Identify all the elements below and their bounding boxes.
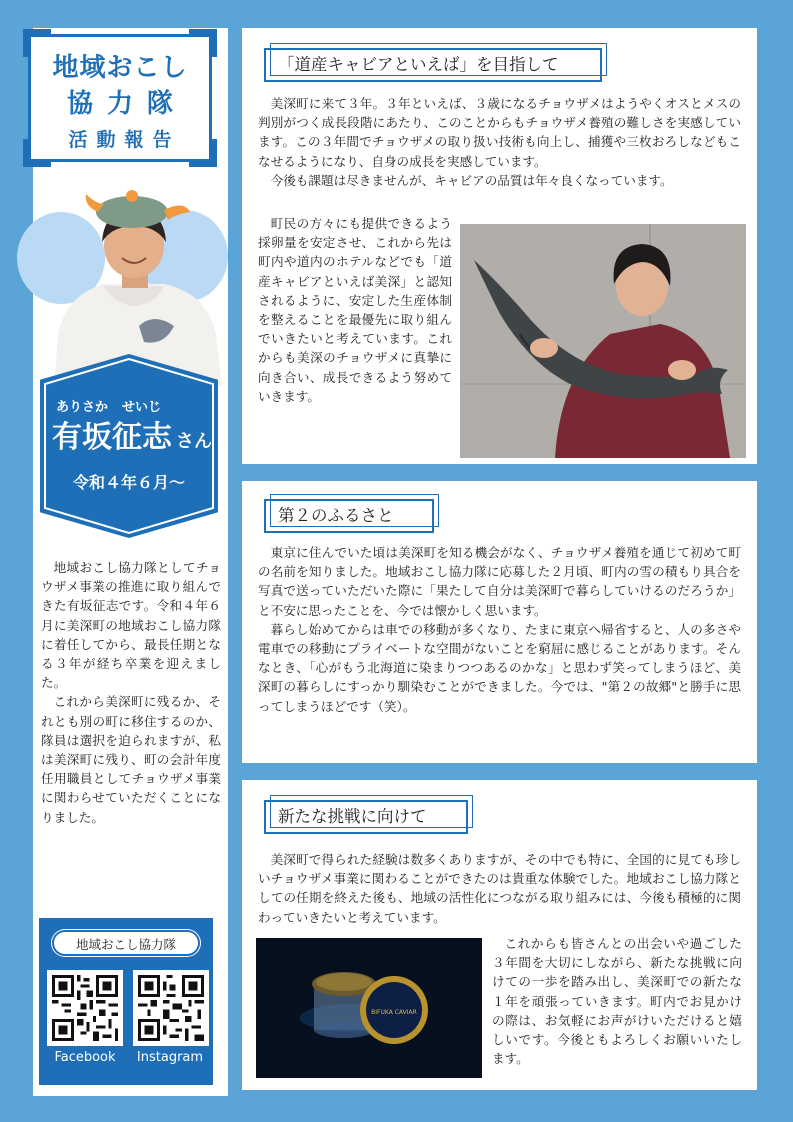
body-paragraph: 町民の方々にも提供できるよう採卵量を安定させ、これから先は町内や道内のホテルなどでも「道産キャビアといえば美深」と認知されるように、安定した生産体制を整えることを最優先に取り組んでいきたいと考えています。これからも美深のチョウザメに真摯に向き合い、成長できるよう努めていきます。 [258, 216, 452, 404]
section-body-wrap [492, 934, 742, 1068]
instagram-label: Instagram [136, 1050, 204, 1065]
section-heading-text: 新たな挑戦に向けて [278, 807, 427, 826]
section-body [258, 543, 741, 716]
caviar-lid-text: BIFUKA CAVIAR [371, 1009, 417, 1016]
sns-title: 地域おこし協力隊 [52, 930, 200, 956]
section-heading [264, 499, 434, 533]
title-box [28, 34, 212, 162]
body-paragraph: 暮らし始めてからは車での移動が多くなり、たまに東京へ帰省すると、人の多さや電車での移動にプライベートな空間がないことを窮屈に感じることがあります。そんなとき、「心がもう北海道に染まりつつあるのかな」と思わず笑ってしまうほど、美深町の暮らしにすっかり馴染むことができました。今では、"第２の故郷"と勝手に思ってしまうほどです（笑）。 [258, 621, 741, 714]
qr-icon [52, 975, 118, 1041]
qr-icon [138, 975, 204, 1041]
section-heading [264, 800, 468, 834]
intro-text [41, 558, 221, 827]
appointment-date: 令和４年６月〜 [72, 473, 185, 492]
section-body [258, 850, 741, 927]
section-heading [264, 48, 602, 82]
facebook-qr-code[interactable] [47, 970, 123, 1046]
name-reading-given: せいじ [122, 400, 162, 415]
section-hometown [242, 481, 757, 763]
profile-badge [40, 354, 218, 538]
body-paragraph: 今後も課題は尽きませんが、キャビアの品質は年々良くなっています。 [270, 172, 673, 188]
title-line-3: 活動報告 [68, 129, 181, 151]
body-paragraph: これからも皆さんとの出会いや過ごした３年間を大切にしながら、新たな挑戦に向けての一歩を踏み出し、美深町での新たな１年を頑張っていきます。町内でお見かけの際は、お気軽にお声がけいただけると嬉しいです。今後ともよろしくお願いいたします。 [492, 936, 742, 1067]
section-challenge [242, 780, 757, 1090]
body-paragraph: 美深町で得られた経験は数多くありますが、その中でも特に、全国的に見ても珍しいチョウザメ事業に関わることができたのは貴重な体験でした。地域おこし協力隊としての任期を終えた後も、地域の活性化につながる取り組みには、今後も積極的に関わっていきたいと考えています。 [258, 852, 741, 925]
sturgeon-photo [460, 224, 746, 458]
section-body-wrap [258, 214, 452, 406]
facebook-label: Facebook [54, 1050, 116, 1065]
member-name [52, 412, 212, 456]
member-name-suffix: さん [176, 431, 212, 452]
title-line-2: 協力隊 [66, 89, 187, 119]
instagram-qr-code[interactable] [133, 970, 209, 1046]
title-line-1: 地域おこし [52, 53, 188, 83]
section-body [258, 94, 741, 190]
sns-box [39, 918, 213, 1085]
intro-paragraph: 地域おこし協力隊としてチョウザメ事業の推進に取り組んできた有坂征志です。令和４年６月に美深町の地域おこし協力隊に着任してから、最長任期となる３年が経ち卒業を迎えました。 [41, 560, 221, 691]
member-name-text: 有坂征志 [52, 420, 172, 455]
body-paragraph: 東京に住んでいた頃は美深町を知る機会がなく、チョウザメ養殖を通じて初めて町の名前を知りました。地域おこし協力隊に応募した２月頃、町内の雪の積もり具合を写真で送っていただいた際に「果たして自分は美深町で暮らしていけるのだろうか」と不安に思ったことを、今では懐かしく思います。 [258, 545, 742, 618]
name-reading-family: ありさか [56, 400, 109, 415]
intro-paragraph: これから美深町に残るか、それとも別の町に移住するのか、隊員は選択を迫られますが、私は美深町に残り、町の会計年度任用職員としてチョウザメ事業に関わらせていただくことになりました。 [41, 694, 221, 825]
section-heading-text: 第２のふるさと [278, 506, 394, 525]
section-heading-text: 「道産キャビアといえば」を目指して [278, 55, 559, 74]
body-paragraph: 美深町に来て３年。３年といえば、３歳になるチョウザメはようやくオスとメスの判別がつく成長段階にあたり、このことからもチョウザメ養殖の難しさを実感しています。この３年間でチョウザメの取り扱い技術も向上し、捕獲や三枚おろしなどもこなせるようになり、自身の成長を実感しています。 [258, 96, 741, 169]
section-caviar [242, 28, 757, 464]
caviar-photo [256, 938, 482, 1078]
